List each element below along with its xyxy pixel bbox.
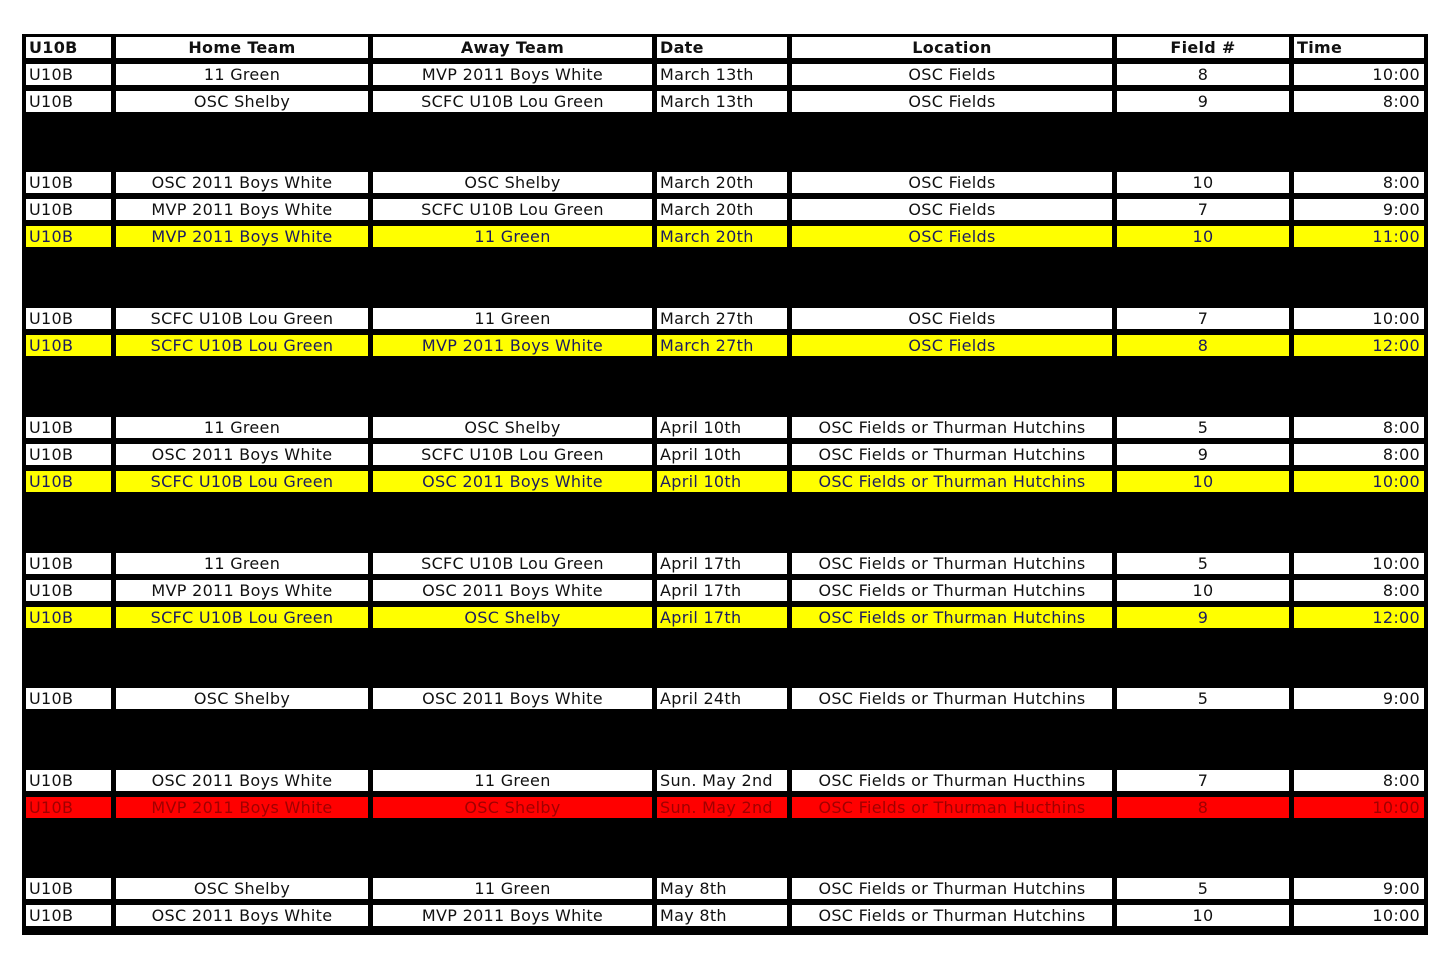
cell-location: OSC Fields or Thurman Hucthins — [792, 770, 1112, 791]
cell-home-team: 11 Green — [116, 553, 368, 574]
cell-time: 10:00 — [1294, 64, 1424, 85]
cell-date: March 27th — [657, 335, 787, 356]
cell-location: OSC Fields or Thurman Hutchins — [792, 444, 1112, 465]
cell-time: 10:00 — [1294, 553, 1424, 574]
cell-location: OSC Fields — [792, 199, 1112, 220]
cell-time: 10:00 — [1294, 308, 1424, 329]
cell-away-team: OSC Shelby — [373, 417, 652, 438]
cell-field: 10 — [1117, 226, 1289, 247]
cell-time: 8:00 — [1294, 91, 1424, 112]
cell-division: U10B — [26, 905, 111, 926]
header-time: Time — [1294, 37, 1424, 58]
cell-home-team: SCFC U10B Lou Green — [116, 308, 368, 329]
cell-field: 5 — [1117, 417, 1289, 438]
cell-time: 11:00 — [1294, 226, 1424, 247]
cell-home-team: MVP 2011 Boys White — [116, 226, 368, 247]
table-row — [22, 685, 1428, 712]
cell-division: U10B — [26, 580, 111, 601]
cell-away-team: OSC 2011 Boys White — [373, 471, 652, 492]
cell-location: OSC Fields — [792, 335, 1112, 356]
cell-time: 10:00 — [1294, 471, 1424, 492]
cell-division: U10B — [26, 770, 111, 791]
cell-field: 5 — [1117, 878, 1289, 899]
cell-date: April 17th — [657, 580, 787, 601]
cell-location: OSC Fields — [792, 172, 1112, 193]
cell-away-team: 11 Green — [373, 308, 652, 329]
cell-home-team: SCFC U10B Lou Green — [116, 607, 368, 628]
table-row — [22, 468, 1428, 495]
cell-field: 10 — [1117, 905, 1289, 926]
cell-division: U10B — [26, 226, 111, 247]
cell-date: March 13th — [657, 91, 787, 112]
cell-home-team: MVP 2011 Boys White — [116, 199, 368, 220]
header-division: U10B — [26, 37, 111, 58]
cell-division: U10B — [26, 607, 111, 628]
header-row — [22, 34, 1428, 61]
header-date: Date — [657, 37, 787, 58]
cell-location: OSC Fields or Thurman Hutchins — [792, 553, 1112, 574]
cell-division: U10B — [26, 91, 111, 112]
cell-division: U10B — [26, 444, 111, 465]
cell-division: U10B — [26, 172, 111, 193]
cell-location: OSC Fields — [792, 91, 1112, 112]
cell-time: 8:00 — [1294, 580, 1424, 601]
cell-date: April 17th — [657, 553, 787, 574]
cell-location: OSC Fields or Thurman Hucthins — [792, 797, 1112, 818]
cell-field: 8 — [1117, 64, 1289, 85]
cell-field: 7 — [1117, 199, 1289, 220]
cell-field: 10 — [1117, 172, 1289, 193]
cell-location: OSC Fields — [792, 226, 1112, 247]
cell-home-team: OSC Shelby — [116, 91, 368, 112]
cell-home-team: SCFC U10B Lou Green — [116, 471, 368, 492]
cell-field: 8 — [1117, 335, 1289, 356]
table-row — [22, 767, 1428, 794]
cell-location: OSC Fields or Thurman Hutchins — [792, 471, 1112, 492]
cell-time: 12:00 — [1294, 607, 1424, 628]
cell-home-team: OSC 2011 Boys White — [116, 905, 368, 926]
cell-date: April 17th — [657, 607, 787, 628]
cell-away-team: 11 Green — [373, 226, 652, 247]
cell-division: U10B — [26, 199, 111, 220]
cell-home-team: MVP 2011 Boys White — [116, 797, 368, 818]
cell-date: May 8th — [657, 905, 787, 926]
cell-away-team: 11 Green — [373, 878, 652, 899]
cell-location: OSC Fields or Thurman Hutchins — [792, 607, 1112, 628]
cell-away-team: SCFC U10B Lou Green — [373, 444, 652, 465]
cell-field: 5 — [1117, 688, 1289, 709]
cell-home-team: 11 Green — [116, 417, 368, 438]
cell-time: 10:00 — [1294, 797, 1424, 818]
cell-away-team: MVP 2011 Boys White — [373, 905, 652, 926]
cell-date: March 20th — [657, 199, 787, 220]
cell-time: 8:00 — [1294, 417, 1424, 438]
cell-away-team: OSC Shelby — [373, 607, 652, 628]
cell-date: Sun. May 2nd — [657, 770, 787, 791]
cell-field: 7 — [1117, 770, 1289, 791]
cell-location: OSC Fields or Thurman Hutchins — [792, 688, 1112, 709]
cell-field: 8 — [1117, 797, 1289, 818]
cell-away-team: SCFC U10B Lou Green — [373, 553, 652, 574]
cell-division: U10B — [26, 417, 111, 438]
table-row — [22, 88, 1428, 115]
cell-time: 8:00 — [1294, 770, 1424, 791]
cell-field: 10 — [1117, 580, 1289, 601]
cell-division: U10B — [26, 553, 111, 574]
header-away-team: Away Team — [373, 37, 652, 58]
cell-home-team: 11 Green — [116, 64, 368, 85]
schedule-table — [22, 34, 1428, 935]
cell-away-team: OSC Shelby — [373, 172, 652, 193]
table-row — [22, 196, 1428, 223]
table-row — [22, 61, 1428, 88]
table-row — [22, 875, 1428, 902]
cell-date: March 13th — [657, 64, 787, 85]
cell-away-team: MVP 2011 Boys White — [373, 335, 652, 356]
cell-time: 9:00 — [1294, 878, 1424, 899]
table-row — [22, 414, 1428, 441]
cell-location: OSC Fields — [792, 308, 1112, 329]
cell-date: May 8th — [657, 878, 787, 899]
cell-division: U10B — [26, 64, 111, 85]
cell-location: OSC Fields or Thurman Hutchins — [792, 905, 1112, 926]
table-row — [22, 441, 1428, 468]
cell-away-team: OSC 2011 Boys White — [373, 688, 652, 709]
cell-date: March 20th — [657, 226, 787, 247]
cell-away-team: MVP 2011 Boys White — [373, 64, 652, 85]
header-location: Location — [792, 37, 1112, 58]
cell-away-team: OSC 2011 Boys White — [373, 580, 652, 601]
table-row — [22, 604, 1428, 631]
cell-location: OSC Fields or Thurman Hutchins — [792, 417, 1112, 438]
cell-field: 9 — [1117, 444, 1289, 465]
table-row — [22, 577, 1428, 604]
table-row — [22, 169, 1428, 196]
cell-date: March 20th — [657, 172, 787, 193]
cell-home-team: OSC Shelby — [116, 878, 368, 899]
cell-home-team: OSC 2011 Boys White — [116, 172, 368, 193]
cell-division: U10B — [26, 308, 111, 329]
cell-time: 8:00 — [1294, 172, 1424, 193]
cell-time: 8:00 — [1294, 444, 1424, 465]
cell-field: 9 — [1117, 91, 1289, 112]
cell-location: OSC Fields or Thurman Hutchins — [792, 580, 1112, 601]
cell-home-team: SCFC U10B Lou Green — [116, 335, 368, 356]
table-row — [22, 223, 1428, 250]
cell-time: 9:00 — [1294, 199, 1424, 220]
cell-date: Sun. May 2nd — [657, 797, 787, 818]
cell-division: U10B — [26, 797, 111, 818]
cell-division: U10B — [26, 471, 111, 492]
cell-field: 10 — [1117, 471, 1289, 492]
cell-location: OSC Fields or Thurman Hutchins — [792, 878, 1112, 899]
cell-home-team: OSC Shelby — [116, 688, 368, 709]
cell-division: U10B — [26, 335, 111, 356]
table-row — [22, 332, 1428, 359]
cell-date: April 10th — [657, 471, 787, 492]
cell-division: U10B — [26, 878, 111, 899]
cell-date: April 10th — [657, 417, 787, 438]
header-field: Field # — [1117, 37, 1289, 58]
cell-away-team: OSC Shelby — [373, 797, 652, 818]
cell-date: March 27th — [657, 308, 787, 329]
table-row — [22, 902, 1428, 929]
cell-away-team: SCFC U10B Lou Green — [373, 91, 652, 112]
table-row — [22, 305, 1428, 332]
cell-time: 12:00 — [1294, 335, 1424, 356]
cell-field: 5 — [1117, 553, 1289, 574]
cell-home-team: OSC 2011 Boys White — [116, 444, 368, 465]
cell-date: April 24th — [657, 688, 787, 709]
cell-location: OSC Fields — [792, 64, 1112, 85]
cell-home-team: OSC 2011 Boys White — [116, 770, 368, 791]
cell-time: 9:00 — [1294, 688, 1424, 709]
cell-away-team: 11 Green — [373, 770, 652, 791]
cell-away-team: SCFC U10B Lou Green — [373, 199, 652, 220]
table-row — [22, 794, 1428, 821]
cell-division: U10B — [26, 688, 111, 709]
cell-date: April 10th — [657, 444, 787, 465]
table-row — [22, 550, 1428, 577]
cell-time: 10:00 — [1294, 905, 1424, 926]
cell-field: 7 — [1117, 308, 1289, 329]
cell-home-team: MVP 2011 Boys White — [116, 580, 368, 601]
header-home-team: Home Team — [116, 37, 368, 58]
cell-field: 9 — [1117, 607, 1289, 628]
